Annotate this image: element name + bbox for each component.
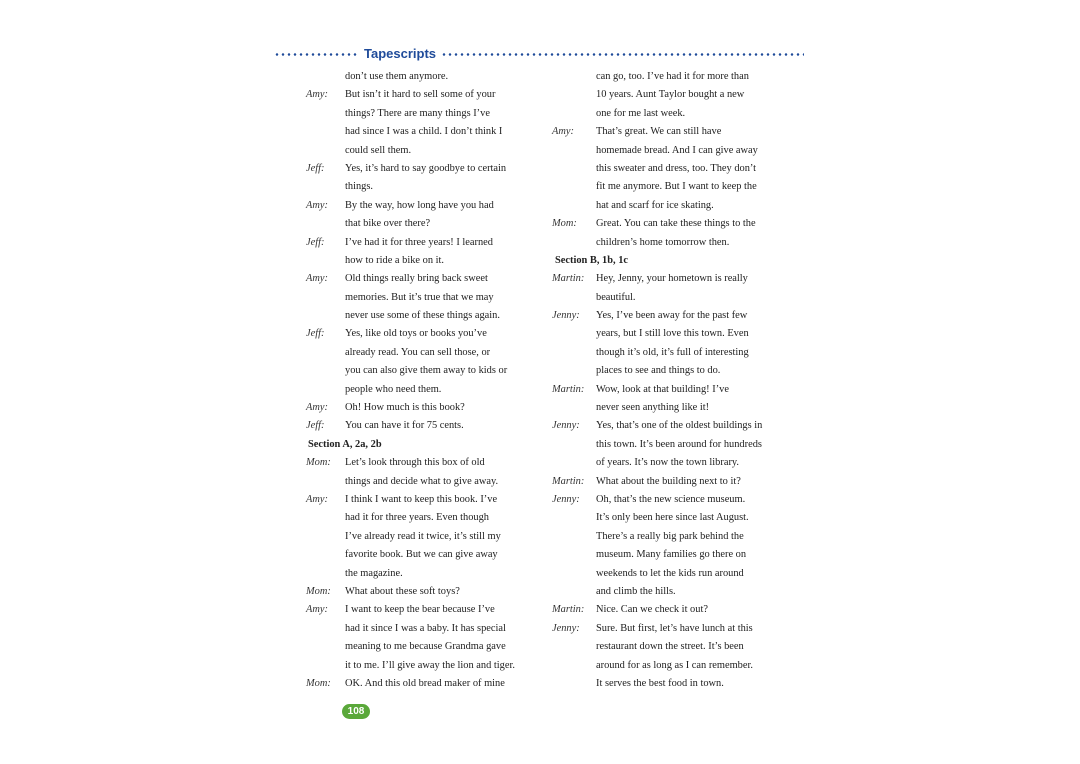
dialogue-line bbox=[552, 105, 792, 123]
dialogue-text: 10 years. Aunt Taylor bought a new bbox=[596, 89, 745, 101]
dialogue-line bbox=[552, 344, 792, 362]
speaker-label: Amy: bbox=[306, 604, 328, 616]
dialogue-text: hat and scarf for ice skating. bbox=[596, 199, 714, 211]
dialogue-text: Great. You can take these things to the bbox=[596, 218, 756, 230]
dialogue-line bbox=[306, 86, 546, 104]
dialogue-text: Yes, like old toys or books you’ve bbox=[345, 328, 487, 340]
dialogue-line bbox=[552, 68, 792, 86]
dialogue-text: museum. Many families go there on bbox=[596, 549, 747, 561]
dialogue-line bbox=[306, 270, 546, 288]
dialogue-line bbox=[306, 491, 546, 509]
section-heading bbox=[306, 436, 546, 454]
speaker-label: Amy: bbox=[306, 493, 328, 505]
dialogue-line bbox=[552, 546, 792, 564]
section-heading bbox=[552, 252, 792, 270]
speaker-label: Jenny: bbox=[552, 622, 580, 634]
dialogue-text: Hey, Jenny, your hometown is really bbox=[596, 273, 748, 285]
dialogue-text: had since I was a child. I don’t think I bbox=[345, 126, 503, 138]
dialogue-line bbox=[552, 528, 792, 546]
speaker-label: Mom: bbox=[552, 218, 577, 230]
dialogue-line bbox=[306, 565, 546, 583]
dialogue-line bbox=[552, 583, 792, 601]
speaker-label: Jenny: bbox=[552, 310, 580, 322]
dialogue-line bbox=[306, 197, 546, 215]
dialogue-line bbox=[552, 325, 792, 343]
dialogue-text: What about the building next to it? bbox=[596, 475, 741, 487]
speaker-label: Amy: bbox=[306, 402, 328, 414]
dialogue-line bbox=[306, 381, 546, 399]
dialogue-text: Yes, I’ve been away for the past few bbox=[596, 310, 748, 322]
dialogue-text: that bike over there? bbox=[345, 218, 431, 230]
speaker-label: Martin: bbox=[552, 383, 585, 395]
dialogue-line bbox=[552, 142, 792, 160]
dialogue-line bbox=[306, 289, 546, 307]
dialogue-line bbox=[552, 215, 792, 233]
dialogue-text: But isn’t it hard to sell some of your bbox=[345, 89, 496, 101]
dialogue-text: had it since I was a baby. It has special bbox=[345, 622, 506, 634]
dialogue-line bbox=[552, 509, 792, 527]
dialogue-line bbox=[306, 546, 546, 564]
dialogue-line bbox=[306, 638, 546, 656]
dialogue-line bbox=[552, 675, 792, 693]
dialogue-line bbox=[552, 491, 792, 509]
dialogue-text: one for me last week. bbox=[596, 107, 686, 119]
dialogue-line bbox=[552, 657, 792, 675]
dialogue-text: I want to keep the bear because I’ve bbox=[345, 604, 495, 616]
speaker-label: Amy: bbox=[552, 126, 574, 138]
dialogue-text: Wow, look at that building! I’ve bbox=[596, 383, 729, 395]
dialogue-text: I’ve already read it twice, it’s still my bbox=[345, 530, 501, 542]
dialogue-line bbox=[306, 675, 546, 693]
dialogue-text: OK. And this old bread maker of mine bbox=[345, 677, 505, 689]
dialogue-text: things and decide what to give away. bbox=[345, 475, 499, 487]
dialogue-line bbox=[306, 325, 546, 343]
dialogue-text: the magazine. bbox=[345, 567, 403, 579]
dialogue-text: It’s only been here since last August. bbox=[596, 512, 749, 524]
dialogue-line bbox=[306, 160, 546, 178]
dialogue-line bbox=[552, 399, 792, 417]
dialogue-line bbox=[552, 381, 792, 399]
dialogue-text: don’t use them anymore. bbox=[345, 71, 449, 82]
dialogue-line bbox=[306, 601, 546, 619]
dialogue-text: I’ve had it for three years! I learned bbox=[345, 236, 493, 248]
dialogue-text: Yes, it’s hard to say goodbye to certain bbox=[345, 162, 507, 174]
dialogue-text: children’s home tomorrow then. bbox=[596, 236, 730, 248]
dialogue-line bbox=[552, 565, 792, 583]
dialogue-text: though it’s old, it’s full of interesting bbox=[596, 346, 749, 358]
tapescripts-header bbox=[274, 44, 804, 64]
dialogue-line bbox=[552, 270, 792, 288]
dialogue-text: restaurant down the street. It’s been bbox=[596, 641, 744, 653]
dialogue-text: It serves the best food in town. bbox=[596, 677, 724, 689]
dialogue-text: already read. You can sell those, or bbox=[345, 346, 491, 358]
dialogue-line bbox=[306, 252, 546, 270]
page-number-badge: 108 bbox=[342, 704, 370, 719]
dialogue-line bbox=[552, 86, 792, 104]
dialogue-line bbox=[552, 160, 792, 178]
dialogue-text: places to see and things to do. bbox=[596, 365, 721, 377]
dialogue-line bbox=[552, 289, 792, 307]
dialogue-line bbox=[306, 620, 546, 638]
speaker-label: Amy: bbox=[306, 273, 328, 285]
speaker-label: Jeff: bbox=[306, 420, 325, 432]
dialogue-text: Yes, that’s one of the oldest buildings in bbox=[596, 420, 763, 432]
dialogue-line bbox=[306, 362, 546, 380]
dialogue-line bbox=[306, 454, 546, 472]
speaker-label: Mom: bbox=[306, 585, 331, 597]
speaker-label: Jenny: bbox=[552, 493, 580, 505]
speaker-label: Jeff: bbox=[306, 162, 325, 174]
speaker-label: Jeff: bbox=[306, 236, 325, 248]
dialogue-line bbox=[552, 362, 792, 380]
dialogue-line bbox=[306, 399, 546, 417]
dialogue-text: can go, too. I’ve had it for more than bbox=[596, 71, 749, 82]
section-heading-text: Section B, 1b, 1c bbox=[555, 254, 629, 266]
speaker-label: Martin: bbox=[552, 273, 585, 285]
dialogue-text: By the way, how long have you had bbox=[345, 199, 494, 211]
speaker-label: Mom: bbox=[306, 677, 331, 689]
dialogue-line bbox=[552, 178, 792, 196]
dialogue-text: could sell them. bbox=[345, 144, 412, 156]
dialogue-text: people who need them. bbox=[345, 383, 442, 395]
dialogue-line bbox=[552, 454, 792, 472]
dialogue-text: and climb the hills. bbox=[596, 585, 676, 597]
dialogue-text: this sweater and dress, too. They don’t bbox=[596, 162, 757, 174]
dialogue-text: favorite book. But we can give away bbox=[345, 549, 498, 561]
dialogue-text: homemade bread. And I can give away bbox=[596, 144, 758, 156]
dialogue-text: things? There are many things I’ve bbox=[345, 107, 490, 119]
dialogue-text: I think I want to keep this book. I’ve bbox=[345, 493, 498, 505]
dialogue-line bbox=[306, 178, 546, 196]
dialogue-line bbox=[552, 473, 792, 491]
dialogue-text: you can also give them away to kids or bbox=[345, 365, 508, 377]
dialogue-line bbox=[306, 657, 546, 675]
dialogue-line bbox=[306, 344, 546, 362]
dialogue-text: beautiful. bbox=[596, 291, 636, 303]
dialogue-line bbox=[306, 142, 546, 160]
dialogue-text: it to me. I’ll give away the lion and tiger. bbox=[345, 659, 515, 671]
dialogue-line bbox=[552, 417, 792, 435]
right-column bbox=[552, 68, 792, 693]
speaker-label: Martin: bbox=[552, 604, 585, 616]
dialogue-line bbox=[306, 528, 546, 546]
dialogue-text: years, but I still love this town. Even bbox=[596, 328, 749, 340]
dialogue-text: never seen anything like it! bbox=[596, 402, 710, 414]
dialogue-line bbox=[306, 473, 546, 491]
dialogue-text: That’s great. We can still have bbox=[596, 126, 722, 138]
section-heading-text: Section A, 2a, 2b bbox=[308, 438, 382, 450]
dialogue-text: never use some of these things again. bbox=[345, 310, 500, 322]
header-dots-right bbox=[441, 53, 804, 56]
dialogue-line bbox=[552, 307, 792, 325]
dialogue-text: There’s a really big park behind the bbox=[596, 530, 744, 542]
dialogue-line bbox=[306, 234, 546, 252]
dialogue-text: Old things really bring back sweet bbox=[345, 273, 488, 285]
dialogue-text: memories. But it’s true that we may bbox=[345, 291, 494, 303]
dialogue-text: had it for three years. Even though bbox=[345, 512, 489, 524]
speaker-label: Amy: bbox=[306, 89, 328, 101]
dialogue-line bbox=[306, 105, 546, 123]
dialogue-line bbox=[552, 601, 792, 619]
dialogue-text: You can have it for 75 cents. bbox=[345, 420, 464, 432]
dialogue-text: this town. It’s been around for hundreds bbox=[596, 438, 762, 450]
dialogue-text: around for as long as I can remember. bbox=[596, 659, 753, 671]
left-column bbox=[306, 68, 546, 693]
dialogue-text: Oh! How much is this book? bbox=[345, 402, 465, 414]
dialogue-line bbox=[552, 436, 792, 454]
dialogue-text: What about these soft toys? bbox=[345, 585, 460, 597]
speaker-label: Jenny: bbox=[552, 420, 580, 432]
speaker-label: Amy: bbox=[306, 199, 328, 211]
dialogue-line bbox=[552, 197, 792, 215]
page-title: Tapescripts bbox=[364, 46, 437, 61]
dialogue-line bbox=[552, 620, 792, 638]
dialogue-text: of years. It’s now the town library. bbox=[596, 457, 740, 469]
dialogue-text: how to ride a bike on it. bbox=[345, 254, 444, 266]
speaker-label: Mom: bbox=[306, 457, 331, 469]
dialogue-text: weekends to let the kids run around bbox=[596, 567, 744, 579]
dialogue-text: things. bbox=[345, 181, 374, 193]
dialogue-line bbox=[306, 583, 546, 601]
dialogue-line bbox=[306, 307, 546, 325]
dialogue-text: Let’s look through this box of old bbox=[345, 457, 485, 469]
dialogue-line bbox=[306, 417, 546, 435]
dialogue-text: meaning to me because Grandma gave bbox=[345, 641, 506, 653]
dialogue-text: Sure. But first, let’s have lunch at this bbox=[596, 622, 753, 634]
dialogue-text: fit me anymore. But I want to keep the bbox=[596, 181, 757, 193]
dialogue-line bbox=[306, 68, 546, 86]
dialogue-line bbox=[552, 638, 792, 656]
dialogue-line bbox=[306, 215, 546, 233]
dialogue-line bbox=[306, 123, 546, 141]
dialogue-line bbox=[552, 234, 792, 252]
speaker-label: Martin: bbox=[552, 475, 585, 487]
speaker-label: Jeff: bbox=[306, 328, 325, 340]
dialogue-text: Nice. Can we check it out? bbox=[596, 604, 708, 616]
dialogue-text: Oh, that’s the new science museum. bbox=[596, 493, 746, 505]
dialogue-line bbox=[552, 123, 792, 141]
dialogue-line bbox=[306, 509, 546, 527]
header-dots-left bbox=[274, 53, 358, 56]
